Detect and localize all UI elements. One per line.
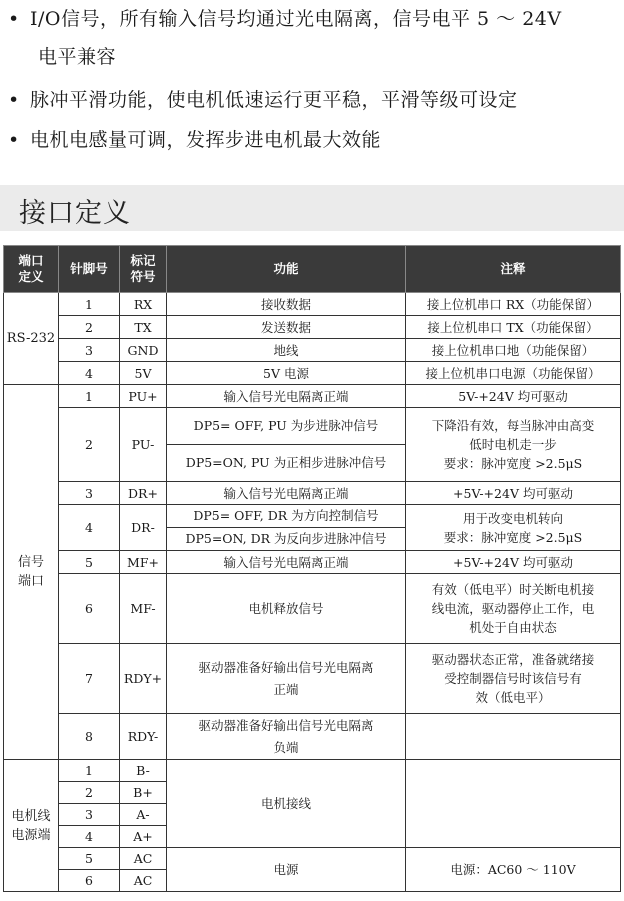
symbol-cell: DR+ (120, 482, 167, 505)
note-cell (406, 760, 621, 848)
pin-cell: 6 (59, 870, 120, 892)
function-cell (167, 408, 406, 482)
feature-text: 电机电感量可调，发挥步进电机最大效能 (30, 129, 382, 151)
header-symbol: 标记 符号 (120, 246, 167, 293)
symbol-cell: MF- (120, 574, 167, 644)
function-cell: 电机接线 (167, 760, 406, 848)
group-rs232: RS-232 (4, 293, 59, 385)
pin-cell: 5 (59, 848, 120, 870)
interface-table (3, 245, 621, 892)
pin-cell: 8 (59, 714, 120, 760)
feature-text: 脉冲平滑功能，使电机低速运行更平稳，平滑等级可设定 (30, 89, 518, 111)
symbol-cell: RX (120, 293, 167, 316)
pin-cell: 3 (59, 339, 120, 362)
function-cell: 5V 电源 (167, 362, 406, 385)
symbol-cell: MF+ (120, 551, 167, 574)
group-motor-power: 电机线 电源端 (4, 760, 59, 892)
table-row (4, 574, 621, 644)
function-cell: 输入信号光电隔离正端 (167, 385, 406, 408)
table-row (4, 505, 621, 551)
pin-cell: 1 (59, 293, 120, 316)
pin-cell: 2 (59, 316, 120, 339)
pin-cell: 3 (59, 482, 120, 505)
table-row (4, 644, 621, 714)
function-cell: 发送数据 (167, 316, 406, 339)
table-row (4, 316, 621, 339)
group-signal-port: 信号 端口 (4, 385, 59, 760)
note-cell: 用于改变电机转向 要求：脉冲宽度 >2.5μS (406, 505, 621, 551)
symbol-cell: 5V (120, 362, 167, 385)
symbol-cell: GND (120, 339, 167, 362)
table-header-row (4, 246, 621, 293)
symbol-cell: A- (120, 804, 167, 826)
table-row (4, 551, 621, 574)
bullet-marker: • (8, 8, 20, 30)
header-note: 注释 (406, 246, 621, 293)
table-row (4, 714, 621, 760)
symbol-cell: RDY- (120, 714, 167, 760)
symbol-cell: B- (120, 760, 167, 782)
note-cell: 接上位机串口电源（功能保留） (406, 362, 621, 385)
pin-cell: 2 (59, 408, 120, 482)
note-cell: 驱动器状态正常，准备就绪接 受控制器信号时该信号有 效（低电平） (406, 644, 621, 714)
pin-cell: 7 (59, 644, 120, 714)
pin-cell: 4 (59, 505, 120, 551)
function-cell (167, 505, 406, 551)
header-function: 功能 (167, 246, 406, 293)
symbol-cell: RDY+ (120, 644, 167, 714)
symbol-cell: A+ (120, 826, 167, 848)
function-option-on: DP5=ON, DR 为反向步进脉冲信号 (185, 531, 387, 546)
pin-cell: 3 (59, 804, 120, 826)
table-row (4, 408, 621, 482)
note-cell: 电源：AC60 ～ 110V (406, 848, 621, 892)
table-row (4, 385, 621, 408)
feature-text: I/O信号，所有输入信号均通过光电隔离，信号电平 5 ～ 24V (30, 8, 562, 30)
function-cell: 电机释放信号 (167, 574, 406, 644)
section-title: 接口定义 (19, 198, 131, 229)
symbol-cell: AC (120, 848, 167, 870)
function-cell: 输入信号光电隔离正端 (167, 482, 406, 505)
function-option-on: DP5=ON, PU 为正相步进脉冲信号 (185, 455, 387, 470)
function-cell: 电源 (167, 848, 406, 892)
table-row (4, 339, 621, 362)
note-cell (406, 714, 621, 760)
pin-cell: 4 (59, 826, 120, 848)
header-pin: 针脚号 (59, 246, 120, 293)
feature-item-smoothing (8, 85, 518, 112)
table-row (4, 362, 621, 385)
symbol-cell: TX (120, 316, 167, 339)
feature-text: 电平兼容 (38, 46, 117, 68)
feature-item-inductance (8, 125, 381, 152)
function-cell: 驱动器准备好输出信号光电隔离 正端 (167, 644, 406, 714)
function-cell: 输入信号光电隔离正端 (167, 551, 406, 574)
section-header (0, 185, 624, 231)
symbol-cell: B+ (120, 782, 167, 804)
note-cell: 接上位机串口 RX（功能保留） (406, 293, 621, 316)
function-option-off: DP5= OFF, PU 为步进脉冲信号 (167, 408, 405, 445)
table-row (4, 848, 621, 870)
pin-cell: 6 (59, 574, 120, 644)
note-cell: +5V-+24V 均可驱动 (406, 482, 621, 505)
note-cell: 下降沿有效，每当脉冲由高变 低时电机走一步 要求：脉冲宽度 >2.5μS (406, 408, 621, 482)
symbol-cell: PU- (120, 408, 167, 482)
function-cell: 驱动器准备好输出信号光电隔离 负端 (167, 714, 406, 760)
note-cell: 5V-+24V 均可驱动 (406, 385, 621, 408)
note-cell: 接上位机串口地（功能保留） (406, 339, 621, 362)
symbol-cell: PU+ (120, 385, 167, 408)
feature-item-io (8, 4, 562, 31)
table-row (4, 482, 621, 505)
note-cell: 有效（低电平）时关断电机接 线电流，驱动器停止工作，电 机处于自由状态 (406, 574, 621, 644)
pin-cell: 5 (59, 551, 120, 574)
pin-cell: 2 (59, 782, 120, 804)
pin-cell: 4 (59, 362, 120, 385)
table-row (4, 293, 621, 316)
function-option-off: DP5= OFF, DR 为方向控制信号 (167, 505, 405, 528)
header-port: 端口 定义 (4, 246, 59, 293)
pin-cell: 1 (59, 760, 120, 782)
note-cell: 接上位机串口 TX（功能保留） (406, 316, 621, 339)
table-row (4, 760, 621, 782)
note-cell: +5V-+24V 均可驱动 (406, 551, 621, 574)
symbol-cell: DR- (120, 505, 167, 551)
pin-cell: 1 (59, 385, 120, 408)
function-cell: 地线 (167, 339, 406, 362)
bullet-marker: • (8, 129, 20, 151)
function-cell: 接收数据 (167, 293, 406, 316)
bullet-marker: • (8, 89, 20, 111)
symbol-cell: AC (120, 870, 167, 892)
